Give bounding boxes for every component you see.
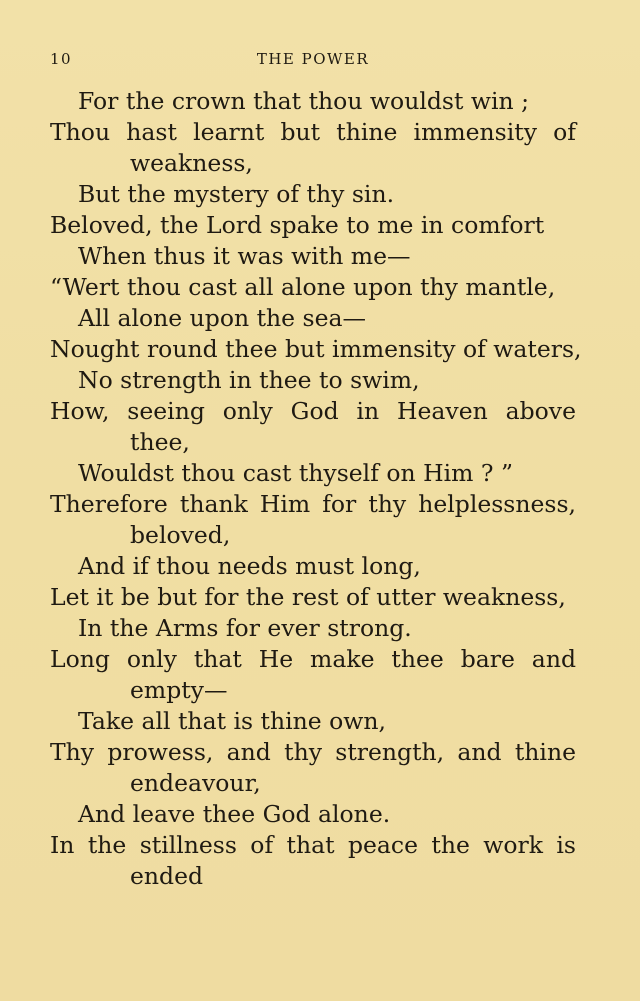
poem-line: Nought round thee but immensity of waters, xyxy=(50,335,582,363)
poem-line: And if thou needs must long, xyxy=(78,552,421,580)
page-number: 10 xyxy=(50,50,73,68)
poem-line: How, seeing only God in Heaven above xyxy=(50,397,576,425)
poem-line: Let it be but for the rest of utter weakness, xyxy=(50,583,566,611)
poem-line: In the stillness of that peace the work is xyxy=(50,831,576,859)
poem-line: Beloved, the Lord spake to me in comfort xyxy=(50,211,545,239)
page-header xyxy=(50,50,576,74)
poem-line: Wouldst thou cast thyself on Him ? ” xyxy=(78,459,513,487)
poem-line: For the crown that thou wouldst win ; xyxy=(78,87,530,115)
poem-line: ended xyxy=(130,862,204,890)
poem-line: But the mystery of thy sin. xyxy=(78,180,395,208)
poem-line: empty— xyxy=(130,676,228,704)
poem-line: Thou hast learnt but thine immensity of xyxy=(50,118,576,146)
poem-line: Therefore thank Him for thy helplessness, xyxy=(50,490,576,518)
poem-line: thee, xyxy=(130,428,190,456)
poem-line: beloved, xyxy=(130,521,231,549)
poem-line: And leave thee God alone. xyxy=(78,800,391,828)
poem-line: weakness, xyxy=(130,149,253,177)
poem-line: All alone upon the sea— xyxy=(78,304,367,332)
poem-line: Take all that is thine own, xyxy=(78,707,387,735)
poem-line: endeavour, xyxy=(130,769,261,797)
running-title: THE POWER xyxy=(256,50,370,68)
poem-line: In the Arms for ever strong. xyxy=(78,614,412,642)
poem-line: Long only that He make thee bare and xyxy=(50,645,576,673)
poem-line: When thus it was with me— xyxy=(78,242,411,270)
poem-line: No strength in thee to swim, xyxy=(78,366,420,394)
poem-line: Thy prowess, and thy strength, and thine xyxy=(50,738,576,766)
poem-line: “Wert thou cast all alone upon thy mantle, xyxy=(50,273,556,301)
